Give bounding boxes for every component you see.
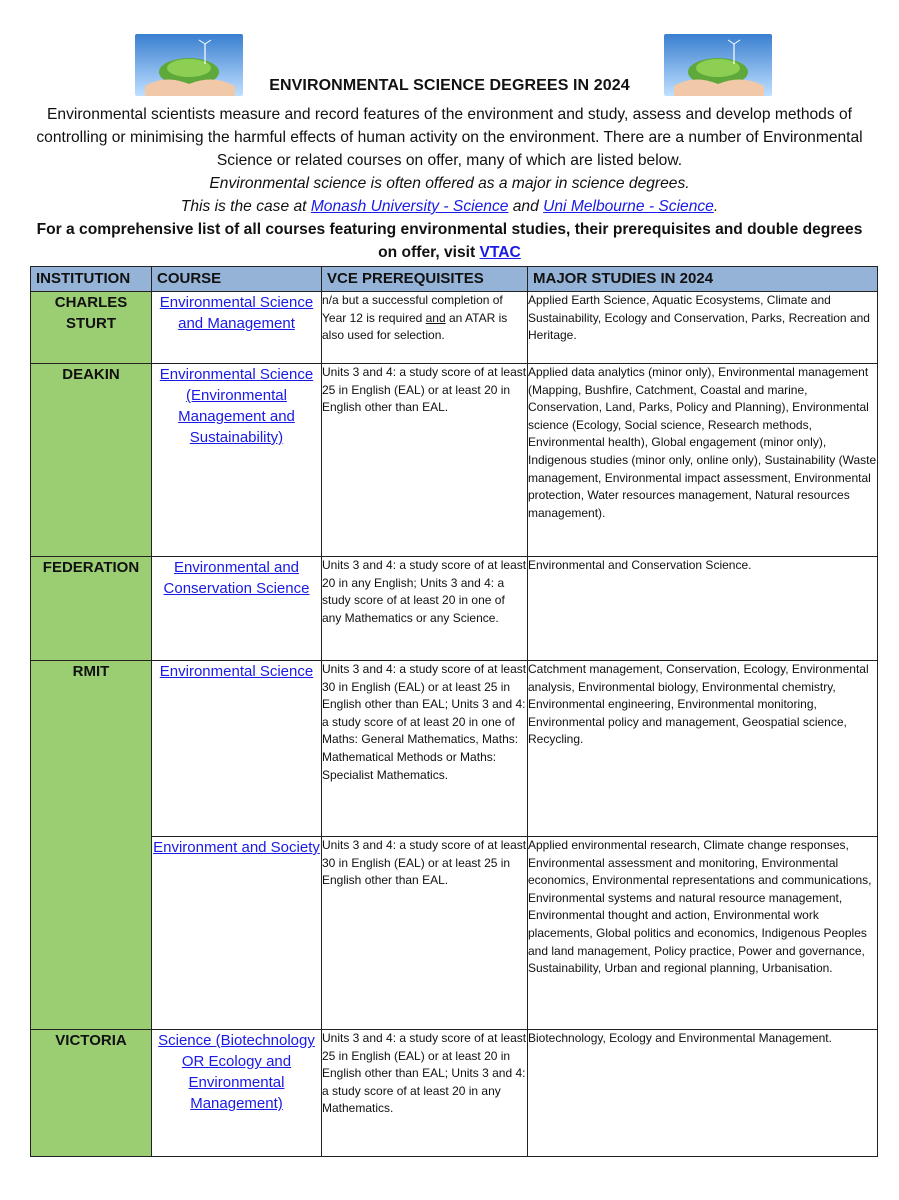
header-major-studies: MAJOR STUDIES IN 2024 bbox=[528, 267, 878, 292]
major-studies-cell: Biotechnology, Ecology and Environmental Management. bbox=[528, 1030, 878, 1157]
institution-cell: CHARLES STURT bbox=[31, 292, 152, 364]
course-link[interactable]: Environmental and Conservation Science bbox=[163, 559, 310, 597]
intro-paragraph: Environmental scientists measure and record features of the environment and study, assess and develop methods of controlling or minimising the harmful effects of human activity on the environment. There are a number of Environmental Science or related courses on offer, many of which are listed below. bbox=[36, 106, 863, 169]
header-prerequisites: VCE PREREQUISITES bbox=[322, 267, 528, 292]
major-studies-cell: Applied data analytics (minor only), Environmental management (Mapping, Bushfire, Catchment, Coastal and marine, Conservation, Land, Parks, Policy and Planning), Environmental science (Ecology, Social science, Research methods, Environmental health), Global engagement (minor only), Indigenous studies (minor only, online only), Sustainability (Waste management, Environmental impact assessment, Environmental protection, Water resources management, Natural resources management). bbox=[528, 364, 878, 557]
institution-cell: FEDERATION bbox=[31, 557, 152, 661]
intro-examples-suffix: . bbox=[713, 198, 719, 215]
institution-cell: DEAKIN bbox=[31, 364, 152, 557]
intro-vtac-prefix: For a comprehensive list of all courses featuring environmental studies, their prerequisites and double degrees on offer, visit bbox=[36, 221, 863, 261]
course-link[interactable]: Environmental Science (Environmental Management and Sustainability) bbox=[159, 366, 314, 446]
course-link[interactable]: Science (Biotechnology OR Ecology and Environmental Management) bbox=[158, 1032, 315, 1112]
course-cell bbox=[152, 837, 322, 1030]
prerequisites-cell: Units 3 and 4: a study score of at least 25 in English (EAL) or at least 20 in English other than EAL; Units 3 and 4: a study score of at least 20 in any Mathematics. bbox=[322, 1030, 528, 1157]
table-row bbox=[31, 661, 878, 837]
course-link[interactable]: Environmental Science bbox=[159, 663, 314, 680]
monash-science-link[interactable]: Monash University - Science bbox=[310, 198, 509, 215]
prerequisites-text: an ATAR is also used for selection. bbox=[322, 310, 508, 343]
course-cell bbox=[152, 292, 322, 364]
major-studies-cell: Applied Earth Science, Aquatic Ecosystems, Climate and Sustainability, Ecology and Conservation, Parks, Recreation and Heritage. bbox=[528, 292, 878, 364]
course-cell bbox=[152, 557, 322, 661]
table-row bbox=[31, 557, 878, 661]
course-cell bbox=[152, 364, 322, 557]
header-course: COURSE bbox=[152, 267, 322, 292]
table-row bbox=[31, 1030, 878, 1157]
major-studies-cell: Applied environmental research, Climate change responses, Environmental assessment and monitoring, Environmental economics, Environmental representations and communications, Environmental systems and natural resource management, Environmental thought and action, Environmental work placements, Global politics and economics, Indigenous Peoples and land management, Policy practice, Power and governance, Sustainability, Urban and regional planning, Urbanisation. bbox=[528, 837, 878, 1030]
table-row bbox=[31, 292, 878, 364]
major-studies-cell: Environmental and Conservation Science. bbox=[528, 557, 878, 661]
intro-vtac-note bbox=[30, 218, 869, 264]
prerequisites-cell: Units 3 and 4: a study score of at least 25 in English (EAL) or at least 20 in English other than EAL. bbox=[322, 364, 528, 557]
prerequisites-emphasis: and bbox=[425, 310, 446, 325]
table-header-row bbox=[31, 267, 878, 292]
intro-examples-prefix: This is the case at bbox=[180, 198, 311, 215]
page-title: ENVIRONMENTAL SCIENCE DEGREES IN 2024 bbox=[269, 77, 630, 94]
header-institution: INSTITUTION bbox=[31, 267, 152, 292]
institution-cell: RMIT bbox=[31, 661, 152, 1030]
table-row bbox=[31, 364, 878, 557]
course-cell bbox=[152, 1030, 322, 1157]
prerequisites-cell: Units 3 and 4: a study score of at least 30 in English (EAL) or at least 25 in English other than EAL. bbox=[322, 837, 528, 1030]
vtac-link[interactable]: VTAC bbox=[479, 244, 521, 261]
melbourne-science-link[interactable]: Uni Melbourne - Science bbox=[543, 198, 714, 215]
intro-examples bbox=[30, 195, 869, 218]
major-studies-cell: Catchment management, Conservation, Ecology, Environmental analysis, Environmental biology, Environmental chemistry, Environmental engineering, Environmental monitoring, Environmental policy and management, Geospatial science, Recycling. bbox=[528, 661, 878, 837]
course-cell bbox=[152, 661, 322, 837]
prerequisites-cell: Units 3 and 4: a study score of at least 20 in any English; Units 3 and 4: a study score of at least 20 in one of any Mathematics or any Science. bbox=[322, 557, 528, 661]
institution-cell: VICTORIA bbox=[31, 1030, 152, 1157]
intro-major-note: Environmental science is often offered as a major in science degrees. bbox=[209, 175, 690, 192]
degrees-table bbox=[30, 266, 878, 1157]
intro-examples-mid: and bbox=[508, 198, 544, 215]
intro-text bbox=[30, 103, 869, 264]
table-row bbox=[31, 837, 878, 1030]
course-link[interactable]: Environment and Society bbox=[153, 839, 320, 856]
prerequisites-text: n/a but a successful completion of Year 12 is required bbox=[322, 293, 503, 325]
prerequisites-cell bbox=[322, 292, 528, 364]
prerequisites-cell: Units 3 and 4: a study score of at least 30 in English (EAL) or at least 25 in English other than EAL; Units 3 and 4: a study score of at least 20 in one of Maths: General Mathematics, Maths: Mathematical Methods or Maths: Specialist Mathematics. bbox=[322, 661, 528, 837]
course-link[interactable]: Environmental Science and Management bbox=[159, 294, 314, 332]
